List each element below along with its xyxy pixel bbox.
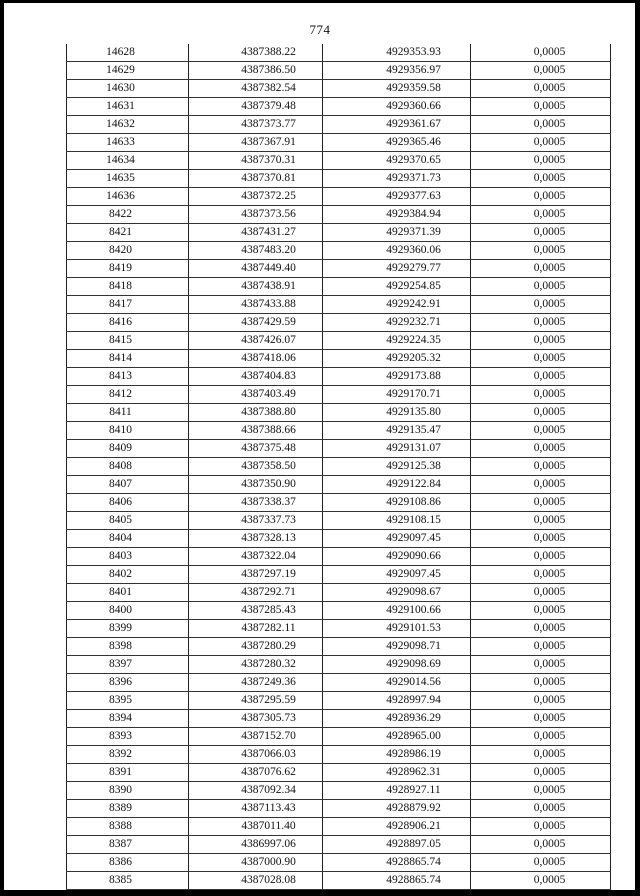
x-coordinate-cell: 4387292.71: [189, 584, 323, 602]
value-cell: 0,0005: [471, 44, 611, 62]
value-cell: 0,0005: [471, 206, 611, 224]
table-row: [67, 566, 611, 584]
x-coordinate-cell: 4387000.90: [189, 854, 323, 872]
value-cell: 0,0005: [471, 278, 611, 296]
table-row: [67, 872, 611, 890]
table-row: [67, 476, 611, 494]
x-coordinate-cell: 4387433.88: [189, 296, 323, 314]
x-coordinate-cell: 4387322.04: [189, 548, 323, 566]
x-coordinate-cell: 4387028.08: [189, 872, 323, 890]
point-id-cell: 8419: [67, 260, 189, 278]
y-coordinate-cell: 4929360.66: [323, 98, 471, 116]
y-coordinate-cell: 4928906.21: [323, 818, 471, 836]
x-coordinate-cell: 4387285.43: [189, 602, 323, 620]
x-coordinate-cell: 4387337.73: [189, 512, 323, 530]
point-id-cell: 8414: [67, 350, 189, 368]
value-cell: 0,0005: [471, 638, 611, 656]
y-coordinate-cell: 4928962.31: [323, 764, 471, 782]
y-coordinate-cell: 4928936.29: [323, 710, 471, 728]
value-cell: 0,0005: [471, 854, 611, 872]
y-coordinate-cell: 4928865.74: [323, 854, 471, 872]
value-cell: 0,0005: [471, 602, 611, 620]
value-cell: 0,0005: [471, 170, 611, 188]
y-coordinate-cell: 4929098.67: [323, 584, 471, 602]
x-coordinate-cell: 4387305.73: [189, 710, 323, 728]
point-id-cell: 8402: [67, 566, 189, 584]
point-id-cell: 8420: [67, 242, 189, 260]
value-cell: 0,0005: [471, 530, 611, 548]
point-id-cell: 8409: [67, 440, 189, 458]
point-id-cell: 8407: [67, 476, 189, 494]
value-cell: 0,0005: [471, 764, 611, 782]
point-id-cell: 8413: [67, 368, 189, 386]
x-coordinate-cell: 4387483.20: [189, 242, 323, 260]
table-row: [67, 584, 611, 602]
table-row: [67, 152, 611, 170]
table-row: [67, 404, 611, 422]
point-id-cell: 8389: [67, 800, 189, 818]
table-row: [67, 98, 611, 116]
point-id-cell: 14628: [67, 44, 189, 62]
point-id-cell: 8410: [67, 422, 189, 440]
x-coordinate-cell: 4387388.22: [189, 44, 323, 62]
table-row: [67, 386, 611, 404]
value-cell: 0,0005: [471, 782, 611, 800]
point-id-cell: 8422: [67, 206, 189, 224]
table-row: [67, 746, 611, 764]
x-coordinate-cell: 4387372.25: [189, 188, 323, 206]
table-row: [67, 782, 611, 800]
x-coordinate-cell: 4387338.37: [189, 494, 323, 512]
y-coordinate-cell: 4929098.69: [323, 656, 471, 674]
y-coordinate-cell: 4929232.71: [323, 314, 471, 332]
coordinates-table: [66, 44, 611, 890]
y-coordinate-cell: 4928965.00: [323, 728, 471, 746]
value-cell: 0,0005: [471, 224, 611, 242]
table-row: [67, 242, 611, 260]
table-row: [67, 710, 611, 728]
x-coordinate-cell: 4387386.50: [189, 62, 323, 80]
value-cell: 0,0005: [471, 260, 611, 278]
x-coordinate-cell: 4387370.81: [189, 170, 323, 188]
point-id-cell: 8412: [67, 386, 189, 404]
x-coordinate-cell: 4387370.31: [189, 152, 323, 170]
x-coordinate-cell: 4387328.13: [189, 530, 323, 548]
y-coordinate-cell: 4929359.58: [323, 80, 471, 98]
value-cell: 0,0005: [471, 728, 611, 746]
y-coordinate-cell: 4928897.05: [323, 836, 471, 854]
table-row: [67, 170, 611, 188]
table-row: [67, 368, 611, 386]
point-id-cell: 14636: [67, 188, 189, 206]
point-id-cell: 8392: [67, 746, 189, 764]
y-coordinate-cell: 4928927.11: [323, 782, 471, 800]
table-row: [67, 692, 611, 710]
y-coordinate-cell: 4929356.97: [323, 62, 471, 80]
x-coordinate-cell: 4387367.91: [189, 134, 323, 152]
point-id-cell: 8398: [67, 638, 189, 656]
point-id-cell: 8391: [67, 764, 189, 782]
point-id-cell: 8415: [67, 332, 189, 350]
point-id-cell: 8393: [67, 728, 189, 746]
value-cell: 0,0005: [471, 674, 611, 692]
point-id-cell: 8416: [67, 314, 189, 332]
point-id-cell: 8400: [67, 602, 189, 620]
y-coordinate-cell: 4929353.93: [323, 44, 471, 62]
table-row: [67, 800, 611, 818]
value-cell: 0,0005: [471, 152, 611, 170]
table-row: [67, 836, 611, 854]
point-id-cell: 14629: [67, 62, 189, 80]
point-id-cell: 14631: [67, 98, 189, 116]
value-cell: 0,0005: [471, 368, 611, 386]
point-id-cell: 8408: [67, 458, 189, 476]
x-coordinate-cell: 4387076.62: [189, 764, 323, 782]
value-cell: 0,0005: [471, 548, 611, 566]
point-id-cell: 8404: [67, 530, 189, 548]
table-row: [67, 764, 611, 782]
x-coordinate-cell: 4387280.32: [189, 656, 323, 674]
value-cell: 0,0005: [471, 494, 611, 512]
point-id-cell: 14633: [67, 134, 189, 152]
x-coordinate-cell: 4387066.03: [189, 746, 323, 764]
value-cell: 0,0005: [471, 476, 611, 494]
x-coordinate-cell: 4387449.40: [189, 260, 323, 278]
table-row: [67, 602, 611, 620]
x-coordinate-cell: 4387358.50: [189, 458, 323, 476]
y-coordinate-cell: 4929097.45: [323, 566, 471, 584]
y-coordinate-cell: 4929360.06: [323, 242, 471, 260]
value-cell: 0,0005: [471, 314, 611, 332]
y-coordinate-cell: 4929371.39: [323, 224, 471, 242]
value-cell: 0,0005: [471, 458, 611, 476]
table-row: [67, 260, 611, 278]
table-row: [67, 440, 611, 458]
y-coordinate-cell: 4929377.63: [323, 188, 471, 206]
y-coordinate-cell: 4928997.94: [323, 692, 471, 710]
table-row: [67, 422, 611, 440]
y-coordinate-cell: 4929279.77: [323, 260, 471, 278]
table-row: [67, 80, 611, 98]
coordinates-table-wrapper: [66, 44, 610, 886]
value-cell: 0,0005: [471, 404, 611, 422]
value-cell: 0,0005: [471, 710, 611, 728]
value-cell: 0,0005: [471, 836, 611, 854]
y-coordinate-cell: 4929014.56: [323, 674, 471, 692]
x-coordinate-cell: 4387438.91: [189, 278, 323, 296]
y-coordinate-cell: 4929205.32: [323, 350, 471, 368]
table-row: [67, 278, 611, 296]
y-coordinate-cell: 4929224.35: [323, 332, 471, 350]
value-cell: 0,0005: [471, 818, 611, 836]
value-cell: 0,0005: [471, 350, 611, 368]
value-cell: 0,0005: [471, 620, 611, 638]
x-coordinate-cell: 4387092.34: [189, 782, 323, 800]
value-cell: 0,0005: [471, 800, 611, 818]
y-coordinate-cell: 4929122.84: [323, 476, 471, 494]
table-row: [67, 512, 611, 530]
table-row: [67, 314, 611, 332]
value-cell: 0,0005: [471, 422, 611, 440]
x-coordinate-cell: 4387418.06: [189, 350, 323, 368]
value-cell: 0,0005: [471, 188, 611, 206]
value-cell: 0,0005: [471, 656, 611, 674]
y-coordinate-cell: 4929384.94: [323, 206, 471, 224]
table-row: [67, 44, 611, 62]
point-id-cell: 8396: [67, 674, 189, 692]
value-cell: 0,0005: [471, 746, 611, 764]
value-cell: 0,0005: [471, 584, 611, 602]
table-row: [67, 728, 611, 746]
x-coordinate-cell: 4387431.27: [189, 224, 323, 242]
point-id-cell: 8405: [67, 512, 189, 530]
point-id-cell: 14635: [67, 170, 189, 188]
table-row: [67, 638, 611, 656]
point-id-cell: 8418: [67, 278, 189, 296]
value-cell: 0,0005: [471, 98, 611, 116]
x-coordinate-cell: 4387379.48: [189, 98, 323, 116]
point-id-cell: 14630: [67, 80, 189, 98]
value-cell: 0,0005: [471, 296, 611, 314]
x-coordinate-cell: 4387011.40: [189, 818, 323, 836]
value-cell: 0,0005: [471, 692, 611, 710]
point-id-cell: 14634: [67, 152, 189, 170]
point-id-cell: 8406: [67, 494, 189, 512]
y-coordinate-cell: 4929108.15: [323, 512, 471, 530]
table-row: [67, 818, 611, 836]
y-coordinate-cell: 4929135.47: [323, 422, 471, 440]
table-row: [67, 548, 611, 566]
value-cell: 0,0005: [471, 242, 611, 260]
y-coordinate-cell: 4929361.67: [323, 116, 471, 134]
y-coordinate-cell: 4929254.85: [323, 278, 471, 296]
point-id-cell: 8385: [67, 872, 189, 890]
table-body: [67, 44, 611, 890]
y-coordinate-cell: 4929370.65: [323, 152, 471, 170]
x-coordinate-cell: 4387113.43: [189, 800, 323, 818]
value-cell: 0,0005: [471, 440, 611, 458]
y-coordinate-cell: 4929090.66: [323, 548, 471, 566]
x-coordinate-cell: 4387152.70: [189, 728, 323, 746]
x-coordinate-cell: 4387295.59: [189, 692, 323, 710]
y-coordinate-cell: 4928879.92: [323, 800, 471, 818]
point-id-cell: 8399: [67, 620, 189, 638]
y-coordinate-cell: 4929108.86: [323, 494, 471, 512]
value-cell: 0,0005: [471, 566, 611, 584]
y-coordinate-cell: 4929242.91: [323, 296, 471, 314]
value-cell: 0,0005: [471, 386, 611, 404]
value-cell: 0,0005: [471, 116, 611, 134]
x-coordinate-cell: 4387426.07: [189, 332, 323, 350]
table-row: [67, 620, 611, 638]
table-row: [67, 458, 611, 476]
x-coordinate-cell: 4387429.59: [189, 314, 323, 332]
x-coordinate-cell: 4387282.11: [189, 620, 323, 638]
value-cell: 0,0005: [471, 80, 611, 98]
y-coordinate-cell: 4929101.53: [323, 620, 471, 638]
point-id-cell: 8390: [67, 782, 189, 800]
table-row: [67, 188, 611, 206]
value-cell: 0,0005: [471, 62, 611, 80]
x-coordinate-cell: 4387404.83: [189, 368, 323, 386]
table-row: [67, 296, 611, 314]
y-coordinate-cell: 4929170.71: [323, 386, 471, 404]
point-id-cell: 8388: [67, 818, 189, 836]
x-coordinate-cell: 4387388.66: [189, 422, 323, 440]
y-coordinate-cell: 4929371.73: [323, 170, 471, 188]
x-coordinate-cell: 4387382.54: [189, 80, 323, 98]
table-row: [67, 674, 611, 692]
point-id-cell: 8394: [67, 710, 189, 728]
table-row: [67, 494, 611, 512]
point-id-cell: 8395: [67, 692, 189, 710]
value-cell: 0,0005: [471, 332, 611, 350]
y-coordinate-cell: 4929173.88: [323, 368, 471, 386]
x-coordinate-cell: 4387350.90: [189, 476, 323, 494]
value-cell: 0,0005: [471, 134, 611, 152]
point-id-cell: 8397: [67, 656, 189, 674]
y-coordinate-cell: 4929131.07: [323, 440, 471, 458]
page-number: 774: [309, 22, 331, 37]
x-coordinate-cell: 4387375.48: [189, 440, 323, 458]
table-row: [67, 656, 611, 674]
point-id-cell: 8401: [67, 584, 189, 602]
x-coordinate-cell: 4387403.49: [189, 386, 323, 404]
table-row: [67, 224, 611, 242]
y-coordinate-cell: 4929135.80: [323, 404, 471, 422]
table-row: [67, 116, 611, 134]
x-coordinate-cell: 4387297.19: [189, 566, 323, 584]
y-coordinate-cell: 4928865.74: [323, 872, 471, 890]
table-row: [67, 134, 611, 152]
table-row: [67, 62, 611, 80]
x-coordinate-cell: 4386997.06: [189, 836, 323, 854]
table-row: [67, 530, 611, 548]
point-id-cell: 8421: [67, 224, 189, 242]
table-row: [67, 854, 611, 872]
x-coordinate-cell: 4387280.29: [189, 638, 323, 656]
x-coordinate-cell: 4387249.36: [189, 674, 323, 692]
value-cell: 0,0005: [471, 512, 611, 530]
point-id-cell: 8403: [67, 548, 189, 566]
y-coordinate-cell: 4929365.46: [323, 134, 471, 152]
table-row: [67, 332, 611, 350]
y-coordinate-cell: 4929098.71: [323, 638, 471, 656]
point-id-cell: 8411: [67, 404, 189, 422]
x-coordinate-cell: 4387373.56: [189, 206, 323, 224]
y-coordinate-cell: 4928986.19: [323, 746, 471, 764]
table-row: [67, 350, 611, 368]
x-coordinate-cell: 4387373.77: [189, 116, 323, 134]
table-row: [67, 206, 611, 224]
point-id-cell: 8417: [67, 296, 189, 314]
y-coordinate-cell: 4929125.38: [323, 458, 471, 476]
point-id-cell: 14632: [67, 116, 189, 134]
value-cell: 0,0005: [471, 872, 611, 890]
point-id-cell: 8387: [67, 836, 189, 854]
point-id-cell: 8386: [67, 854, 189, 872]
x-coordinate-cell: 4387388.80: [189, 404, 323, 422]
y-coordinate-cell: 4929097.45: [323, 530, 471, 548]
y-coordinate-cell: 4929100.66: [323, 602, 471, 620]
